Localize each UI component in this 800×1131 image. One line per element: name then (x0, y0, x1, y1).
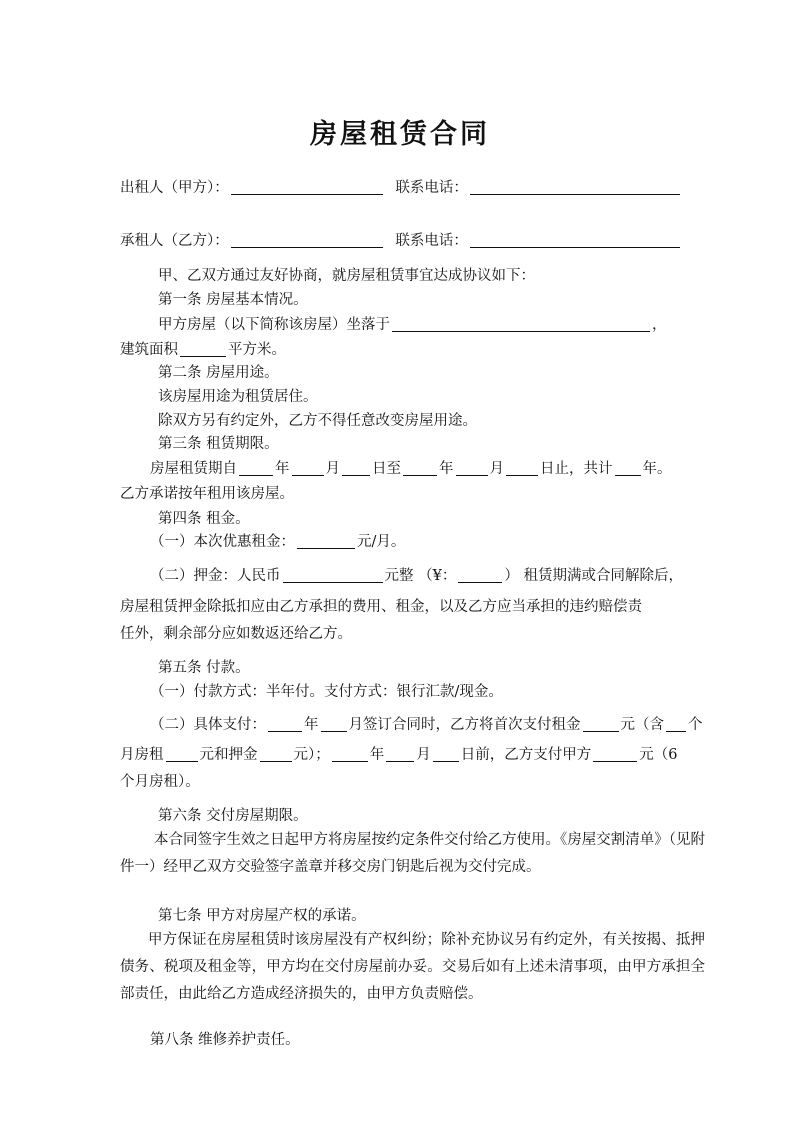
end-year-blank[interactable] (403, 459, 437, 476)
lessor-phone-label: 联系电话： (395, 180, 468, 196)
article-1-location (158, 315, 667, 335)
end-label: 日止，共计 (540, 461, 613, 477)
month-label: 月 (325, 461, 340, 477)
second-payment-blank[interactable] (593, 745, 637, 762)
deposit-amount-blank[interactable] (283, 566, 383, 583)
article-7-heading: 第七条 甲方对房屋产权的承诺。 (158, 908, 366, 924)
deposit-unit: 元整 （¥： (384, 568, 457, 584)
lessee-name-blank[interactable] (231, 231, 383, 248)
first-payment-label: 月签订合同时，乙方将首次支付租金 (348, 717, 581, 733)
start-month-blank[interactable] (292, 459, 324, 476)
article-2-p1: 该房屋用途为租赁居住。 (158, 389, 318, 405)
lessee-row (120, 231, 682, 251)
location-label: 甲方房屋（以下简称该房屋）坐落于 (158, 317, 390, 333)
location-blank[interactable] (392, 315, 650, 332)
pay2-year-blank[interactable] (332, 745, 368, 762)
term-label: 房屋租赁期自 (150, 461, 237, 477)
article-2-heading: 第二条 房屋用途。 (158, 365, 279, 381)
second-payment-unit: 元（6 (639, 747, 678, 763)
article-5-p2 (150, 715, 703, 735)
article-6-heading: 第六条 交付房屋期限。 (158, 808, 308, 824)
end-month-blank[interactable] (456, 459, 488, 476)
pay2-day-blank[interactable] (433, 745, 459, 762)
month-label-2: 月 (489, 461, 504, 477)
pay-month-blank[interactable] (321, 715, 347, 732)
deposit-numeric-blank[interactable] (458, 566, 502, 583)
year-label-2: 年 (439, 461, 454, 477)
deposit-part-label: 元和押金 (199, 747, 258, 763)
start-day-blank[interactable] (342, 459, 370, 476)
second-payment-label: 日前，乙方支付甲方 (460, 747, 592, 763)
rent-part-blank[interactable] (166, 745, 198, 762)
lessor-label: 出租人（甲方）： (120, 180, 229, 196)
comma: ， (652, 317, 667, 333)
article-5-p3 (120, 745, 677, 765)
article-4-p4: 任外，剩余部分应如数返还给乙方。 (120, 626, 352, 642)
article-4-deposit (150, 566, 683, 586)
deposit-label: （二）押金：人民币 (150, 568, 281, 584)
article-1-area (120, 340, 286, 360)
includes-label: 元（含 (620, 717, 664, 733)
start-year-blank[interactable] (239, 459, 273, 476)
article-4-p3: 房屋租赁押金除抵扣应由乙方承担的费用、租金，以及乙方应当承担的违约赔偿责 (120, 599, 642, 615)
article-3-p2: 乙方承诺按年租用该房屋。 (120, 486, 294, 502)
page-title: 房屋租赁合同 (310, 119, 490, 150)
rent-part-label: 月房租 (120, 747, 164, 763)
unit-label: 个 (688, 717, 703, 733)
article-4-rent (150, 532, 405, 552)
article-5-heading: 第五条 付款。 (158, 660, 250, 676)
year-label-3: 年。 (642, 461, 672, 477)
article-5-p4: 个月房租）。 (120, 774, 200, 790)
rent-unit: 元/月。 (357, 534, 406, 550)
year-label-2: 年 (369, 747, 385, 763)
payment-label: （二）具体支付： (150, 717, 266, 733)
area-unit: 平方米。 (228, 342, 286, 358)
article-5-p1: （一）付款方式：半年付。支付方式：银行汇款/现金。 (150, 684, 503, 700)
total-years-blank[interactable] (615, 459, 641, 476)
day-to-label: 日至 (372, 461, 401, 477)
article-6-body: 本合同签字生效之日起甲方将房屋按约定条件交付给乙方使用。《房屋交割清单》（见附件一）经甲乙双方交验签字盖章并移交房门钥匙后视为交付完成。 (120, 832, 705, 875)
article-3-term (150, 459, 672, 479)
pay-year-blank[interactable] (268, 715, 302, 732)
first-payment-blank[interactable] (583, 715, 619, 732)
article-4-heading: 第四条 租金。 (158, 511, 250, 527)
lessee-label: 承租人（乙方）： (120, 233, 229, 249)
end-day-blank[interactable] (506, 459, 538, 476)
area-label: 建筑面积 (120, 342, 178, 358)
deposit-part-blank[interactable] (260, 745, 292, 762)
lessee-phone-blank[interactable] (470, 231, 680, 248)
intro-text: 甲、乙双方通过友好协商，就房屋租赁事宜达成协议如下： (158, 268, 535, 284)
year-label: 年 (275, 461, 290, 477)
pay2-month-blank[interactable] (386, 745, 414, 762)
rent-blank[interactable] (297, 532, 355, 549)
article-1-heading: 第一条 房屋基本情况。 (158, 292, 308, 308)
year-label: 年 (304, 717, 319, 733)
article-3-heading: 第三条 租赁期限。 (158, 436, 279, 452)
months-blank[interactable] (666, 715, 686, 732)
article-8-heading: 第八条 维修养护责任。 (150, 1032, 300, 1048)
article-7-body: 甲方保证在房屋租赁时该房屋没有产权纠纷；除补充协议另有约定外，有关按揭、抵押债务、税项及租金等，甲方均在交付房屋前办妥。交易后如有上述未清事项，由甲方承担全部责任，由此给乙方造成经济损失的，由甲方负责赔偿。 (120, 932, 705, 1002)
close-paren: 元）； (293, 747, 330, 763)
lessor-name-blank[interactable] (231, 178, 383, 195)
month-label-2: 月 (416, 747, 431, 763)
deposit-tail: ） 租赁期满或合同解除后， (504, 568, 683, 584)
area-blank[interactable] (180, 340, 226, 357)
lessee-phone-label: 联系电话： (395, 233, 468, 249)
rent-label: （一）本次优惠租金： (150, 534, 295, 550)
lessor-row (120, 178, 682, 198)
article-2-p2: 除双方另有约定外，乙方不得任意改变房屋用途。 (158, 413, 477, 429)
lessor-phone-blank[interactable] (470, 178, 680, 195)
